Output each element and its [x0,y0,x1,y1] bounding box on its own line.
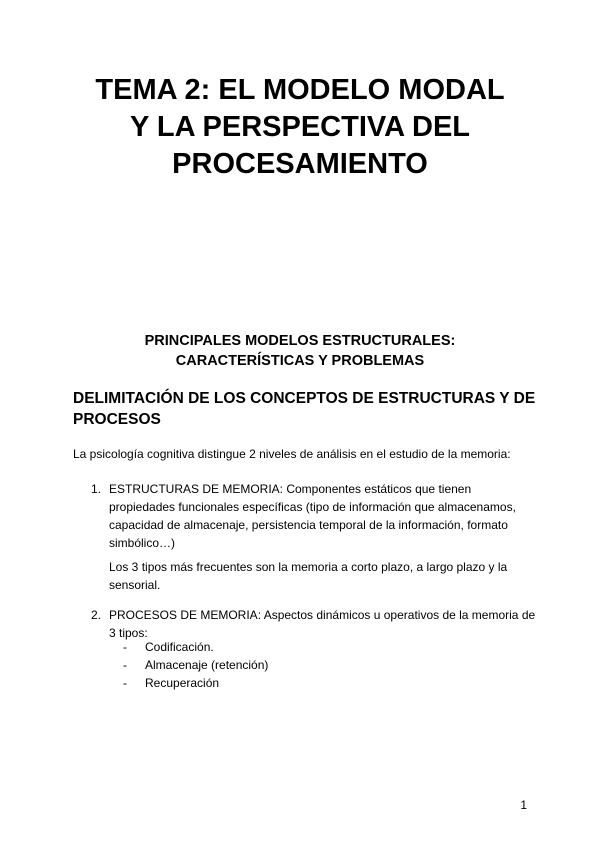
list-item-1-note: Los 3 tipos más frecuentes son la memoria a corto plazo, a largo plazo y la sensorial. [109,560,508,592]
subitem-label: Recuperación [145,676,220,690]
list-item-1-text: ESTRUCTURAS DE MEMORIA: Componentes estáticos que tienen propiedades funcionales específicas (tipo de información que almacenamos, capacidad de almacenaje, persistencia temporal de la información, formato simbólico…) [109,482,516,550]
intro-paragraph: La psicología cognitiva distingue 2 niveles de análisis en el estudio de la memoria: [73,447,511,461]
list-item-2-number: 2. [91,608,102,622]
dash-bullet: - [123,658,127,672]
document-title [60,72,540,183]
dash-bullet: - [123,676,127,690]
section-heading: DELIMITACIÓN DE LOS CONCEPTOS DE ESTRUCTURAS Y DE PROCESOS [73,390,536,428]
list-item [123,656,268,674]
title-line-2: Y LA PERSPECTIVA DEL [130,111,470,143]
title-line-3: PROCESAMIENTO [172,148,428,180]
subtitle-line-1: PRINCIPALES MODELOS ESTRUCTURALES: [144,333,456,349]
document-subtitle [60,331,540,371]
subitem-label: Codificación. [145,640,214,654]
page-number: 1 [520,798,527,812]
list-item [123,674,268,692]
process-types-list [123,638,268,692]
subitem-label: Almacenaje (retención) [145,658,269,672]
subtitle-line-2: CARACTERÍSTICAS Y PROBLEMAS [175,353,425,369]
list-item [123,638,268,656]
list-item-1-number: 1. [91,482,102,496]
dash-bullet: - [123,640,127,654]
list-item-2-text: PROCESOS DE MEMORIA: Aspectos dinámicos u operativos de la memoria de 3 tipos: [109,608,536,640]
title-line-1: TEMA 2: EL MODELO MODAL [95,74,505,106]
